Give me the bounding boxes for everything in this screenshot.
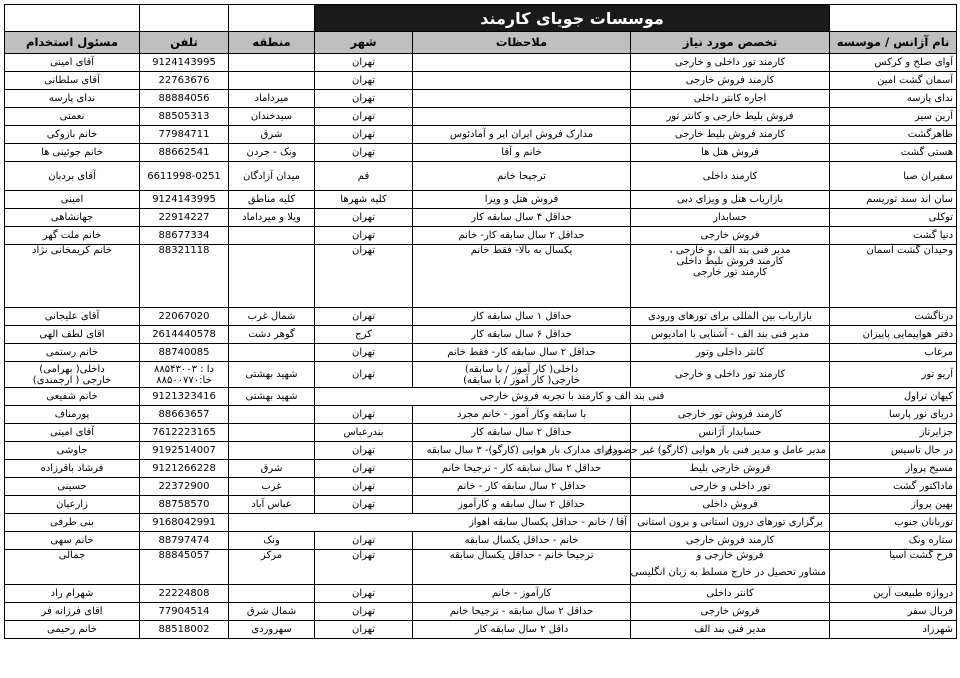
cell-notes: حداقل ۲ سال سابقه کار - ترجیحا خانم — [413, 460, 631, 478]
cell-district — [229, 442, 315, 460]
cell-specialty: کارمند فروش خارجی — [631, 532, 830, 550]
cell-district: شرق — [229, 126, 315, 144]
cell-notes: حداقل ۲ سال سابقه کار - خانم — [413, 478, 631, 496]
table-row — [5, 72, 957, 90]
cell-city: تهران — [315, 126, 413, 144]
cell-city: تهران — [315, 603, 413, 621]
cell-phone: 88518002 — [140, 621, 229, 639]
column-header-specialty: تخصص مورد نیاز — [631, 32, 830, 54]
cell-specialty: کانتر داخلی وتور — [631, 344, 830, 362]
cell-notes — [413, 72, 631, 90]
table-row — [5, 621, 957, 639]
agencies-table — [4, 4, 957, 639]
cell-phone: 9124143995 — [140, 54, 229, 72]
cell-recruiter: جمالی — [5, 550, 140, 585]
cell-recruiter: خانم جوئینی ها — [5, 144, 140, 162]
cell-agency: مرغاب — [830, 344, 957, 362]
cell-notes: داقل ۲ سال سابقه کار — [413, 621, 631, 639]
cell-agency: سفیران صبا — [830, 162, 957, 191]
cell-agency: جزایرتاز — [830, 424, 957, 442]
cell-city: تهران — [315, 209, 413, 227]
cell-recruiter — [5, 362, 140, 388]
cell-city: تهران — [315, 496, 413, 514]
cell-agency: دفتر هواپیمایی پاییزان — [830, 326, 957, 344]
cell-recruiter: بنی طرفی — [5, 514, 140, 532]
cell-notes — [413, 90, 631, 108]
cell-agency: بهین پرواز — [830, 496, 957, 514]
cell-district: میدان آزادگان — [229, 162, 315, 191]
cell-agency: در حال تاسیس — [830, 442, 957, 460]
cell-district — [229, 72, 315, 90]
cell-agency: فرح گشت آسیا — [830, 550, 957, 585]
cell-notes: یکسال به بالا- فقط خانم — [413, 245, 631, 308]
cell-agency: وحیدان گشت آسمان — [830, 245, 957, 308]
cell-specialty: اجاره کانتر داخلی — [631, 90, 830, 108]
cell-city: تهران — [315, 90, 413, 108]
cell-recruiter: خانم بازوکی — [5, 126, 140, 144]
cell-agency: آریو تور — [830, 362, 957, 388]
cell-notes — [413, 362, 631, 388]
table-row — [5, 326, 957, 344]
cell-recruiter: آقای علیجانی — [5, 308, 140, 326]
cell-notes: مدارک فروش ایران ایر و آمادئوس — [413, 126, 631, 144]
cell-agency: ندای پارسه — [830, 90, 957, 108]
cell-recruiter: خانم رستمی — [5, 344, 140, 362]
cell-district: ویلا و میرداماد — [229, 209, 315, 227]
cell-phone: 6611998-0251 — [140, 162, 229, 191]
cell-phone: 88662541 — [140, 144, 229, 162]
cell-district: شهید بهشتی — [229, 388, 315, 406]
cell-district: شمال غرب — [229, 308, 315, 326]
cell-district — [229, 54, 315, 72]
cell-specialty: مدیر فنی بند الف — [631, 621, 830, 639]
table-row — [5, 227, 957, 245]
cell-recruiter: اقای فرزانه فر — [5, 603, 140, 621]
cell-phone: 9121323416 — [140, 388, 229, 406]
cell-line: مدیر فنی بند الف ،و خارجی ، — [669, 245, 791, 256]
cell-agency: طاهرگشت — [830, 126, 957, 144]
cell-notes: ترجیحا خانم - حداقل یکسال سابقه — [413, 550, 631, 585]
cell-notes: حداقل ۲ سال سابقه کار- خانم — [413, 227, 631, 245]
cell-phone: 88758570 — [140, 496, 229, 514]
cell-city: تهران — [315, 54, 413, 72]
cell-city: بندرعباس — [315, 424, 413, 442]
cell-city: تهران — [315, 144, 413, 162]
cell-recruiter: آقای امینی — [5, 54, 140, 72]
cell-line: داخلی( بهرامی) — [39, 363, 105, 375]
cell-line: خارجی ( ارجمندی) — [32, 374, 112, 386]
cell-specialty: فروش هتل ها — [631, 144, 830, 162]
cell-city: تهران — [315, 362, 413, 388]
cell-district — [229, 406, 315, 424]
cell-city: تهران — [315, 227, 413, 245]
cell-specialty: فروش داخلی — [631, 496, 830, 514]
cell-notes: حداقل ۲ سال سابقه - ترجیحا خانم — [413, 603, 631, 621]
cell-recruiter: خانم ملت گهر — [5, 227, 140, 245]
cell-district — [229, 245, 315, 308]
cell-phone: 2614440578 — [140, 326, 229, 344]
table-row — [5, 496, 957, 514]
cell-notes: فروش هتل و ویزا — [413, 191, 631, 209]
cell-phone: 88797474 — [140, 532, 229, 550]
table-row — [5, 460, 957, 478]
cell-specialty: کارمند فروش تور خارجی — [631, 406, 830, 424]
cell-notes: دارای مدارک بار هوایی (کارگو)- ۳ سال سابقه — [413, 442, 631, 460]
cell-district: عباس آباد — [229, 496, 315, 514]
cell-agency: دنیا گشت — [830, 227, 957, 245]
cell-district: گوهر دشت — [229, 326, 315, 344]
cell-district: ونک - جردن — [229, 144, 315, 162]
cell-specialty: بازاریاب بین المللی برای تورهای ورودی — [631, 308, 830, 326]
cell-specialty: فروش خارجی و مشاور تحصیل در خارج مسلط به زبان انگلیسی — [631, 550, 830, 585]
cell-specialty: مدیر فنی بند الف - آشنایی با امادیوس — [631, 326, 830, 344]
cell-city: تهران — [315, 108, 413, 126]
cell-phone: 22224808 — [140, 585, 229, 603]
cell-specialty: فروش خارجی — [631, 227, 830, 245]
cell-recruiter: پورمناف — [5, 406, 140, 424]
cell-recruiter: نعمتی — [5, 108, 140, 126]
cell-specialty: حسابدار آژانس — [631, 424, 830, 442]
cell-recruiter: جهانشاهی — [5, 209, 140, 227]
cell-specialty: فنی بند الف و کارمند با تجربه فروش خارجی — [315, 388, 830, 406]
cell-recruiter: شهرام راد — [5, 585, 140, 603]
cell-notes: خانم - حداقل یکسال سابقه — [413, 532, 631, 550]
cell-city: تهران — [315, 344, 413, 362]
cell-notes: حداقل ۱ سال سابقه کار — [413, 308, 631, 326]
cell-agency: توکلی — [830, 209, 957, 227]
cell-city: تهران — [315, 532, 413, 550]
cell-agency: سان اند سند توریسم — [830, 191, 957, 209]
cell-district — [229, 424, 315, 442]
cell-recruiter: جاوشی — [5, 442, 140, 460]
cell-specialty: کارمند تور داخلی و خارجی — [631, 362, 830, 388]
table-row — [5, 126, 957, 144]
cell-phone: 22763676 — [140, 72, 229, 90]
cell-district: میرداماد — [229, 90, 315, 108]
cell-line: خارجی( کار آموز / با سابقه) — [463, 374, 580, 386]
cell-phone: 88663657 — [140, 406, 229, 424]
cell-district: شرق — [229, 460, 315, 478]
cell-notes — [413, 108, 631, 126]
cell-city: تهران — [315, 308, 413, 326]
cell-city: تهران — [315, 406, 413, 424]
table-row — [5, 442, 957, 460]
cell-specialty: کانتر داخلی — [631, 585, 830, 603]
cell-city: کرج — [315, 326, 413, 344]
cell-district: مرکز — [229, 550, 315, 585]
cell-notes: با سابقه وکار آموز - خانم مجرد — [413, 406, 631, 424]
table-row — [5, 603, 957, 621]
header-row — [5, 32, 957, 54]
cell-district: ونک — [229, 532, 315, 550]
cell-notes: حداقل ۴ سال سابقه کار — [413, 209, 631, 227]
column-header-agency: نام آژانس / موسسه — [830, 32, 957, 54]
cell-specialty-extra: مشاور تحصیل در خارج مسلط به زبان انگلیسی — [630, 567, 827, 578]
table-row — [5, 532, 957, 550]
table-row — [5, 585, 957, 603]
cell-district: سیدخندان — [229, 108, 315, 126]
table-row — [5, 54, 957, 72]
cell-phone: 9121266228 — [140, 460, 229, 478]
cell-phone: 7612223165 — [140, 424, 229, 442]
cell-city: قم — [315, 162, 413, 191]
cell-recruiter: خانم سهی — [5, 532, 140, 550]
cell-phone: 88677334 — [140, 227, 229, 245]
cell-notes: حداقل ۲ سال سابقه کار- فقط خانم — [413, 344, 631, 362]
cell-phone: 88884056 — [140, 90, 229, 108]
cell-notes — [413, 54, 631, 72]
cell-district — [229, 585, 315, 603]
cell-notes: حداقل ۲ سال سابقه و کارآموز — [413, 496, 631, 514]
cell-district: سهروردی — [229, 621, 315, 639]
cell-notes: ترجیحا خانم — [413, 162, 631, 191]
cell-city: تهران — [315, 460, 413, 478]
table-row — [5, 308, 957, 326]
cell-recruiter: خانم کریمخانی نژاد — [5, 245, 140, 308]
cell-city: تهران — [315, 442, 413, 460]
cell-city: تهران — [315, 245, 413, 308]
cell-phone: 77984711 — [140, 126, 229, 144]
cell-recruiter: فرشاد باقرزاده — [5, 460, 140, 478]
table-row — [5, 191, 957, 209]
cell-notes: حداقل ۶ سال سابقه کار — [413, 326, 631, 344]
cell-specialty: کارمند فروش خارجی — [631, 72, 830, 90]
cell-specialty: کارمند فروش بلیط خارجی — [631, 126, 830, 144]
cell-city: تهران — [315, 585, 413, 603]
cell-notes: آقا / خانم - حداقل یکسال سابقه اهواز — [229, 514, 631, 532]
cell-notes: خانم و آقا — [413, 144, 631, 162]
cell-specialty: مدیر عامل و مدیر فنی بار هوایی (کارگو) غیر حضوری — [631, 442, 830, 460]
table-row — [5, 362, 957, 388]
cell-phone: 22372900 — [140, 478, 229, 496]
cell-phone: 88505313 — [140, 108, 229, 126]
cell-agency: دروازه طبیعت آرین — [830, 585, 957, 603]
cell-agency: آرین سیر — [830, 108, 957, 126]
cell-recruiter: ندای پارسه — [5, 90, 140, 108]
cell-district: شهید بهشتی — [229, 362, 315, 388]
table-row — [5, 162, 957, 191]
column-header-recruiter: مسئول استخدام — [5, 32, 140, 54]
cell-recruiter: خانم شفیعی — [5, 388, 140, 406]
cell-city: تهران — [315, 621, 413, 639]
cell-notes: حداقل ۲ سال سابقه کار — [413, 424, 631, 442]
cell-city: تهران — [315, 72, 413, 90]
table-row — [5, 514, 957, 532]
table-row — [5, 388, 957, 406]
cell-agency: آسمان گشت امین — [830, 72, 957, 90]
table-row — [5, 209, 957, 227]
cell-agency: ستاره ونک — [830, 532, 957, 550]
cell-specialty: برگزاری تورهای درون استانی و برون استانی — [631, 514, 830, 532]
cell-line: خا:۸۸۵۰۰۷۷۰ — [156, 374, 212, 386]
cell-district — [229, 227, 315, 245]
cell-agency: کیهان تراول — [830, 388, 957, 406]
cell-district: غرب — [229, 478, 315, 496]
cell-line: کارمند فروش بلیط داخلی — [676, 256, 784, 267]
table-row — [5, 245, 957, 308]
cell-recruiter: اقای لطف الهی — [5, 326, 140, 344]
cell-recruiter: آقای امینی — [5, 424, 140, 442]
cell-line: کارمند تور خارجی — [693, 267, 768, 278]
cell-phone — [140, 362, 229, 388]
cell-phone: 88321118 — [140, 245, 229, 308]
cell-recruiter: زارعیان — [5, 496, 140, 514]
table-row — [5, 478, 957, 496]
cell-city: تهران — [315, 478, 413, 496]
cell-specialty: بازاریاب هتل و ویزای دبی — [631, 191, 830, 209]
cell-district: شمال شرق — [229, 603, 315, 621]
cell-agency: توربانان جنوب — [830, 514, 957, 532]
cell-recruiter: آقای بردبان — [5, 162, 140, 191]
cell-agency: آوای صلح و کرکس — [830, 54, 957, 72]
cell-phone: 22914227 — [140, 209, 229, 227]
cell-district — [229, 344, 315, 362]
cell-phone: 77904514 — [140, 603, 229, 621]
column-header-city: شهر — [315, 32, 413, 54]
title-row — [5, 5, 957, 32]
table-row — [5, 344, 957, 362]
column-header-district: منطقه — [229, 32, 315, 54]
cell-recruiter: آقای سلطانی — [5, 72, 140, 90]
cell-specialty — [631, 245, 830, 308]
cell-specialty: فروش خارجی — [631, 603, 830, 621]
cell-line: دا : ۸۸۵۴۳۰۰۳ — [154, 363, 214, 375]
cell-city: تهران — [315, 550, 413, 585]
cell-agency: درناگشت — [830, 308, 957, 326]
cell-recruiter: امینی — [5, 191, 140, 209]
cell-city: کلیه شهرها — [315, 191, 413, 209]
cell-notes: کارآموز - خانم — [413, 585, 631, 603]
cell-district: کلیه مناطق — [229, 191, 315, 209]
cell-agency: فربال سفر — [830, 603, 957, 621]
cell-phone: 88845057 — [140, 550, 229, 585]
cell-specialty: کارمند تور داخلی و خارجی — [631, 54, 830, 72]
table-row — [5, 90, 957, 108]
table-row — [5, 144, 957, 162]
cell-agency: شهرزاد — [830, 621, 957, 639]
cell-phone: 9124143995 — [140, 191, 229, 209]
cell-specialty: حسابدار — [631, 209, 830, 227]
cell-recruiter: حسینی — [5, 478, 140, 496]
table-row — [5, 406, 957, 424]
table-row — [5, 108, 957, 126]
cell-agency: دریای نور پارسا — [830, 406, 957, 424]
cell-specialty: تور داخلی و خارجی — [631, 478, 830, 496]
page-title: موسسات جویای کارمند — [315, 5, 830, 32]
cell-specialty: فروش بلیط خارجی و کانتر تور — [631, 108, 830, 126]
cell-specialty: فروش خارجی بلیط — [631, 460, 830, 478]
cell-agency: ماداکتور گشت — [830, 478, 957, 496]
table-row — [5, 424, 957, 442]
column-header-notes: ملاحظات — [413, 32, 631, 54]
cell-recruiter: خانم رحیمی — [5, 621, 140, 639]
cell-phone: 88740085 — [140, 344, 229, 362]
cell-phone: 22067020 — [140, 308, 229, 326]
cell-specialty: کارمند داخلی — [631, 162, 830, 191]
table-row — [5, 550, 957, 585]
cell-line: داخلی( کار آموز / با سابقه) — [464, 363, 579, 375]
column-header-phone: تلفن — [140, 32, 229, 54]
cell-phone: 9168042991 — [140, 514, 229, 532]
cell-phone: 9192514007 — [140, 442, 229, 460]
cell-agency: هستی گشت — [830, 144, 957, 162]
cell-agency: مسیح پرواز — [830, 460, 957, 478]
